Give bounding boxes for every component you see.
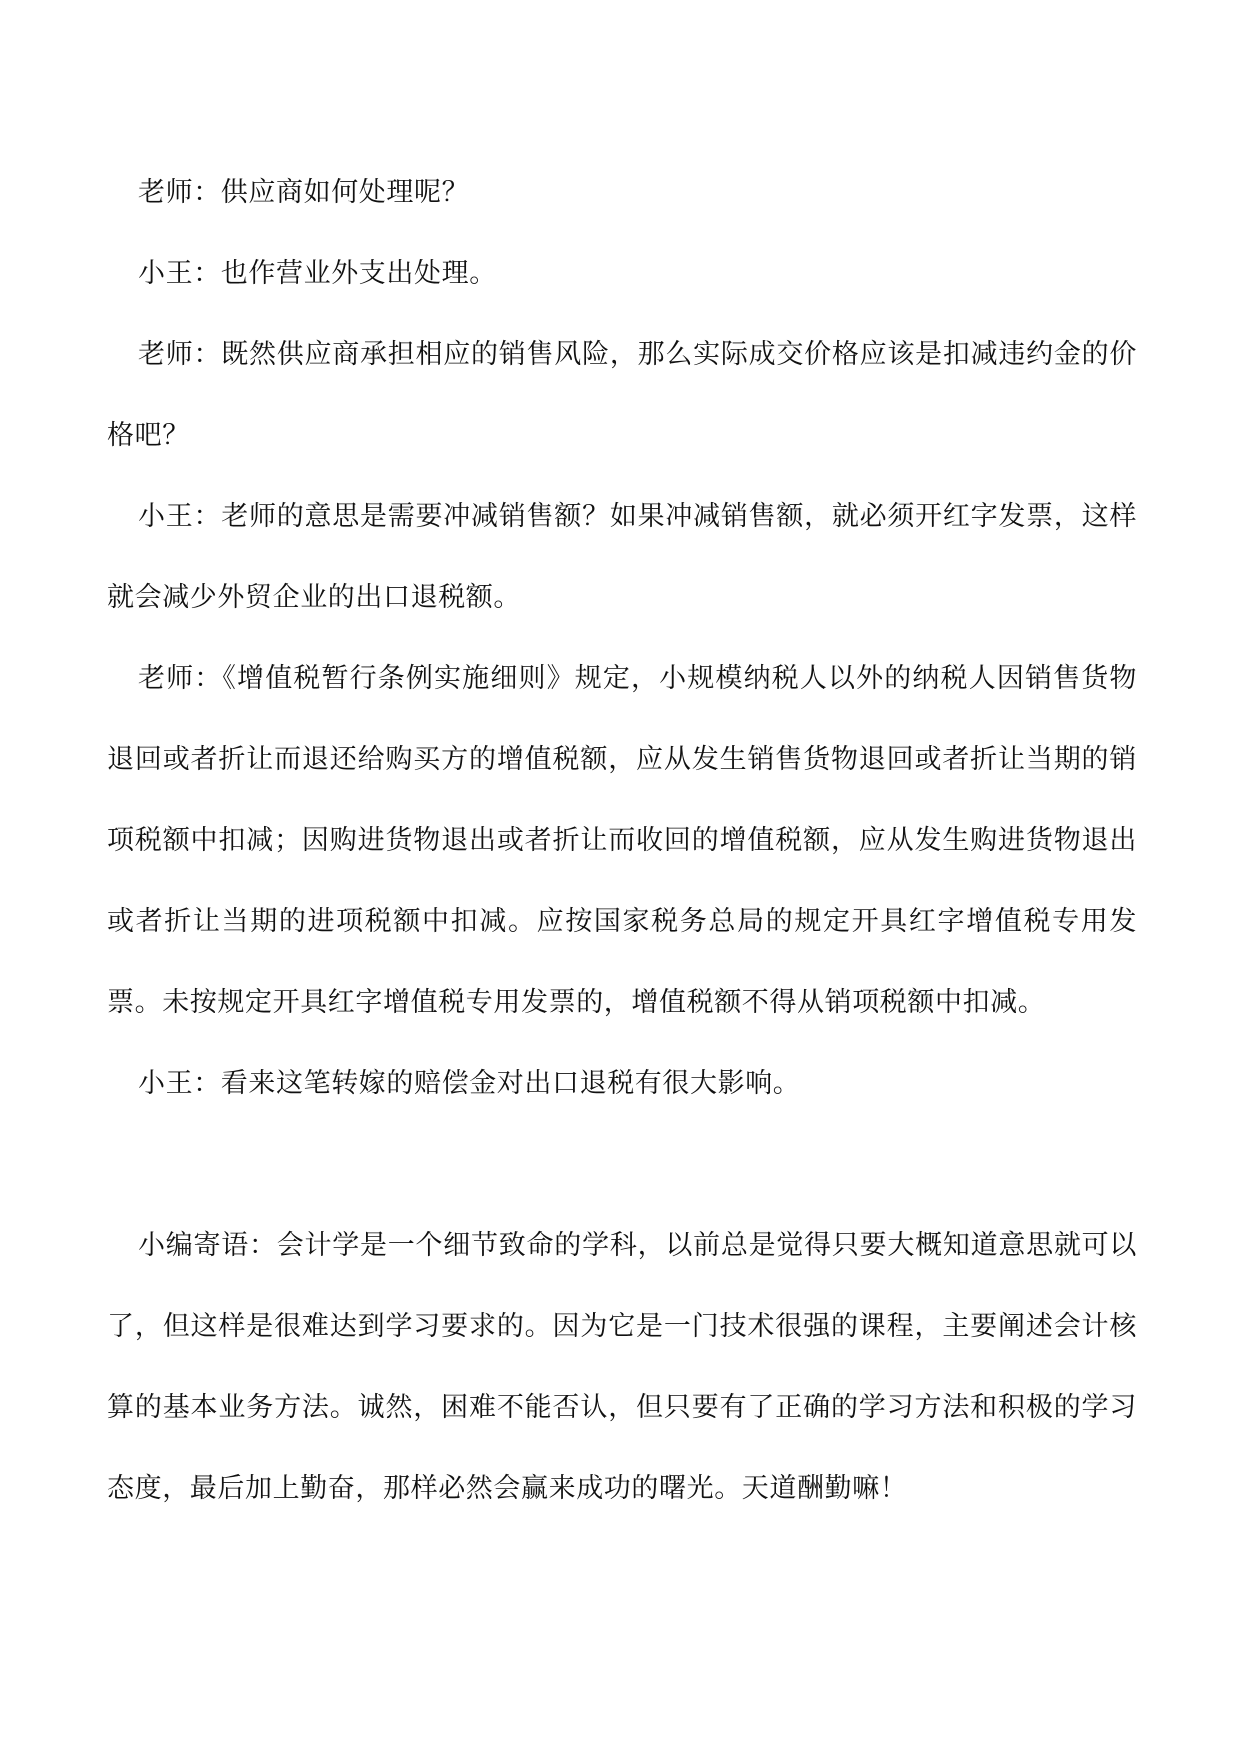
document-body	[107, 152, 1137, 1529]
dialogue-paragraph: 小王：看来这笔转嫁的赔偿金对出口退税有很大影响。	[138, 1068, 801, 1099]
editor-note-paragraph: 小编寄语：会计学是一个细节致命的学科，以前总是觉得只要大概知道意思就可以了，但这样是很难达到学习要求的。因为它是一门技术很强的课程，主要阐述会计核算的基本业务方法。诚然，困难不能否认，但只要有了正确的学习方法和积极的学习态度，最后加上勤奋，那样必然会赢来成功的曙光。天道酬勤嘛！	[107, 1230, 1137, 1504]
dialogue-paragraph: 老师：既然供应商承担相应的销售风险，那么实际成交价格应该是扣减违约金的价格吧？	[107, 339, 1137, 451]
dialogue-paragraph: 老师：《增值税暂行条例实施细则》规定，小规模纳税人以外的纳税人因销售货物退回或者折让而退还给购买方的增值税额，应从发生销售货物退回或者折让当期的销项税额中扣减；因购进货物退出或者折让而收回的增值税额，应从发生购进货物退出或者折让当期的进项税额中扣减。应按国家税务总局的规定开具红字增值税专用发票。未按规定开具红字增值税专用发票的，增值税额不得从销项税额中扣减。	[107, 663, 1137, 1018]
dialogue-paragraph: 小王：老师的意思是需要冲减销售额？如果冲减销售额，就必须开红字发票，这样就会减少外贸企业的出口退税额。	[107, 501, 1137, 613]
paragraph-spacer	[107, 1124, 1137, 1205]
dialogue-paragraph: 老师：供应商如何处理呢？	[138, 177, 470, 208]
dialogue-paragraph: 小王：也作营业外支出处理。	[138, 258, 497, 289]
